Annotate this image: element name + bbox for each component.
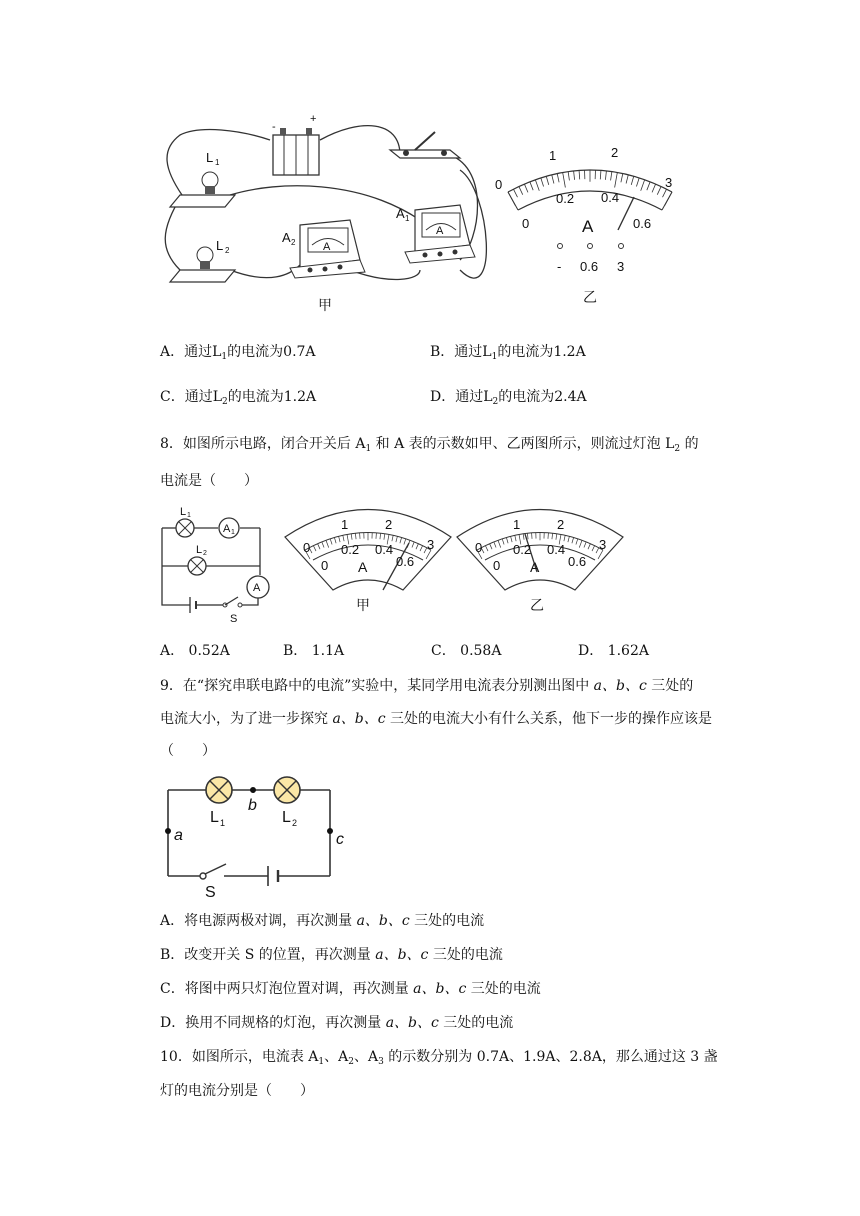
q9-option-d[interactable]: D．换用不同规格的灯泡，再次测量 a、b、c 三处的电流 bbox=[160, 1015, 514, 1031]
dial-tick bbox=[621, 174, 623, 183]
svg-text:1: 1 bbox=[405, 214, 410, 223]
svg-text:A: A bbox=[396, 206, 405, 221]
svg-text:A: A bbox=[282, 230, 291, 245]
q10-stem-line2: 灯的电流分别是（ ） bbox=[160, 1083, 314, 1099]
q8-yi-caption: 乙 bbox=[530, 598, 544, 614]
svg-text:1: 1 bbox=[187, 512, 191, 519]
svg-text:1: 1 bbox=[231, 529, 235, 536]
lamp-l1-icon bbox=[170, 150, 235, 207]
q8-option-b[interactable]: B． 1.1A bbox=[283, 643, 345, 659]
dial-tick bbox=[636, 178, 639, 187]
svg-text:0: 0 bbox=[493, 558, 501, 573]
dial-tick bbox=[652, 184, 656, 192]
q7-option-a[interactable]: A．通过$L_1$的电流为0.7A bbox=[160, 344, 316, 362]
dial-tick bbox=[626, 175, 628, 184]
q7-option-c[interactable]: C．通过$L_2$的电流为1.2A bbox=[160, 389, 317, 407]
q9-stem-line3: （ ） bbox=[160, 743, 216, 759]
svg-text:L: L bbox=[196, 544, 203, 556]
svg-text:3: 3 bbox=[427, 537, 435, 552]
svg-text:L: L bbox=[282, 809, 291, 826]
dial-tick bbox=[611, 172, 612, 181]
q9-option-c[interactable]: C．将图中两只灯泡位置对调，再次测量 a、b、c 三处的电流 bbox=[160, 981, 541, 997]
svg-text:S: S bbox=[205, 884, 216, 901]
svg-text:2: 2 bbox=[557, 517, 565, 532]
svg-text:0.6: 0.6 bbox=[580, 259, 599, 274]
svg-text:0.6: 0.6 bbox=[396, 554, 415, 569]
dial-tick bbox=[535, 180, 539, 191]
svg-text:0.2: 0.2 bbox=[513, 542, 532, 557]
svg-text:A: A bbox=[223, 523, 231, 535]
svg-text:1: 1 bbox=[513, 517, 521, 532]
dial-tick bbox=[657, 187, 661, 195]
q8-option-c[interactable]: C． 0.58A bbox=[431, 643, 502, 659]
q7-option-d[interactable]: D．通过$L_2$的电流为2.4A bbox=[430, 389, 587, 407]
svg-text:2: 2 bbox=[203, 550, 207, 557]
dial-tick bbox=[513, 189, 517, 197]
svg-text:b: b bbox=[248, 797, 257, 814]
battery-icon bbox=[272, 113, 319, 175]
dial-tick bbox=[530, 182, 533, 190]
needle bbox=[618, 197, 634, 230]
dial-tick bbox=[605, 171, 606, 180]
battery-minus: - bbox=[272, 121, 276, 133]
q8-circuit-diagram bbox=[160, 503, 280, 623]
dial-tick bbox=[508, 192, 515, 205]
svg-text:3: 3 bbox=[599, 537, 607, 552]
svg-text:A: A bbox=[582, 217, 594, 236]
svg-text:2: 2 bbox=[291, 238, 296, 247]
svg-text:-: - bbox=[557, 259, 562, 274]
svg-text:A: A bbox=[436, 225, 444, 237]
svg-text:A: A bbox=[253, 582, 261, 594]
dial-tick bbox=[541, 178, 544, 187]
dial-tick bbox=[519, 187, 523, 195]
svg-text:c: c bbox=[336, 831, 344, 848]
q7-meter-yi bbox=[490, 140, 690, 310]
dial-tick bbox=[574, 171, 575, 180]
svg-text:0.6: 0.6 bbox=[568, 554, 587, 569]
dial-tick bbox=[665, 192, 672, 205]
battery-plus: + bbox=[310, 113, 317, 125]
svg-text:A: A bbox=[323, 241, 331, 253]
svg-text:1: 1 bbox=[549, 148, 557, 163]
q9-circuit-diagram bbox=[160, 768, 360, 908]
svg-text:0: 0 bbox=[522, 216, 530, 231]
ammeter-a1-icon bbox=[396, 205, 475, 263]
dial-tick bbox=[631, 176, 633, 185]
q8-jia-caption: 甲 bbox=[356, 598, 370, 614]
svg-text:0: 0 bbox=[495, 177, 503, 192]
dial-tick bbox=[546, 176, 548, 185]
q9-stem-line1: 9．在“探究串联电路中的电流”实验中，某同学用电流表分别测出图中 a、b、c 三处的 bbox=[160, 678, 694, 694]
q8-stem-line2: 电流是（ ） bbox=[160, 473, 258, 489]
q9-option-a[interactable]: A．将电源两极对调，再次测量 a、b、c 三处的电流 bbox=[160, 913, 485, 929]
svg-text:2: 2 bbox=[292, 818, 298, 828]
svg-text:L: L bbox=[216, 238, 224, 253]
q7-yi-caption: 乙 bbox=[583, 290, 597, 306]
dial-tick bbox=[663, 189, 667, 197]
q9-option-b[interactable]: B．改变开关 S 的位置，再次测量 a、b、c 三处的电流 bbox=[160, 947, 503, 963]
svg-text:0.4: 0.4 bbox=[601, 190, 620, 205]
svg-text:L: L bbox=[180, 506, 187, 518]
svg-text:1: 1 bbox=[341, 517, 349, 532]
dial-tick bbox=[563, 172, 566, 187]
svg-text:0: 0 bbox=[475, 540, 483, 555]
q8-meter-yi bbox=[455, 502, 625, 592]
switch-icon bbox=[390, 132, 460, 158]
svg-text:2: 2 bbox=[225, 246, 230, 255]
svg-text:0.4: 0.4 bbox=[547, 542, 566, 557]
dial-tick bbox=[600, 170, 601, 179]
q10-stem-line1: 10．如图所示，电流表 $A_1$、$A_2$、$A_3$ 的示数分别为 0.7A、1.9A、2.8A，那么通过这 3 盏 bbox=[160, 1049, 718, 1067]
q8-stem-line1: 8．如图所示电路，闭合开关后 $A_1$ 和 A 表的示数如甲、乙两图所示，则流过灯泡 $L_2$ 的 bbox=[160, 436, 699, 454]
q8-option-d[interactable]: D． 1.62A bbox=[578, 643, 649, 659]
svg-text:0: 0 bbox=[321, 558, 329, 573]
svg-text:3: 3 bbox=[617, 259, 625, 274]
dial-tick bbox=[552, 175, 554, 184]
q7-circuit-figure-jia bbox=[160, 110, 503, 320]
dial-tick bbox=[641, 180, 645, 191]
svg-text:a: a bbox=[174, 827, 183, 844]
svg-text:0.6: 0.6 bbox=[633, 216, 652, 231]
svg-text:3: 3 bbox=[665, 175, 673, 190]
svg-text:0.2: 0.2 bbox=[556, 191, 575, 206]
svg-text:A: A bbox=[530, 559, 540, 575]
q8-option-a[interactable]: A． 0.52A bbox=[160, 643, 230, 659]
svg-text:L: L bbox=[210, 809, 219, 826]
svg-text:0: 0 bbox=[303, 540, 311, 555]
svg-text:0.4: 0.4 bbox=[375, 542, 394, 557]
q9-stem-line2: 电流大小，为了进一步探究 a、b、c 三处的电流大小有什么关系，他下一步的操作应该是 bbox=[160, 711, 713, 727]
svg-text:2: 2 bbox=[385, 517, 393, 532]
dial-tick bbox=[647, 182, 650, 190]
dial-tick bbox=[524, 184, 528, 192]
q7-jia-caption: 甲 bbox=[318, 298, 332, 314]
lamp-l2-icon bbox=[170, 238, 235, 282]
dial-tick bbox=[557, 174, 559, 183]
svg-text:L: L bbox=[206, 150, 214, 165]
ammeter-a2-icon bbox=[282, 220, 365, 278]
svg-text:1: 1 bbox=[220, 818, 226, 828]
dial-tick bbox=[615, 172, 618, 187]
svg-text:S: S bbox=[230, 613, 238, 625]
svg-text:A: A bbox=[358, 559, 368, 575]
dial-tick bbox=[579, 170, 580, 179]
q8-meter-jia bbox=[283, 502, 453, 592]
dial-tick bbox=[568, 172, 569, 181]
svg-text:0.2: 0.2 bbox=[341, 542, 360, 557]
svg-text:1: 1 bbox=[215, 158, 220, 167]
svg-text:2: 2 bbox=[611, 145, 619, 160]
q7-option-b[interactable]: B．通过$L_1$的电流为1.2A bbox=[430, 344, 586, 362]
